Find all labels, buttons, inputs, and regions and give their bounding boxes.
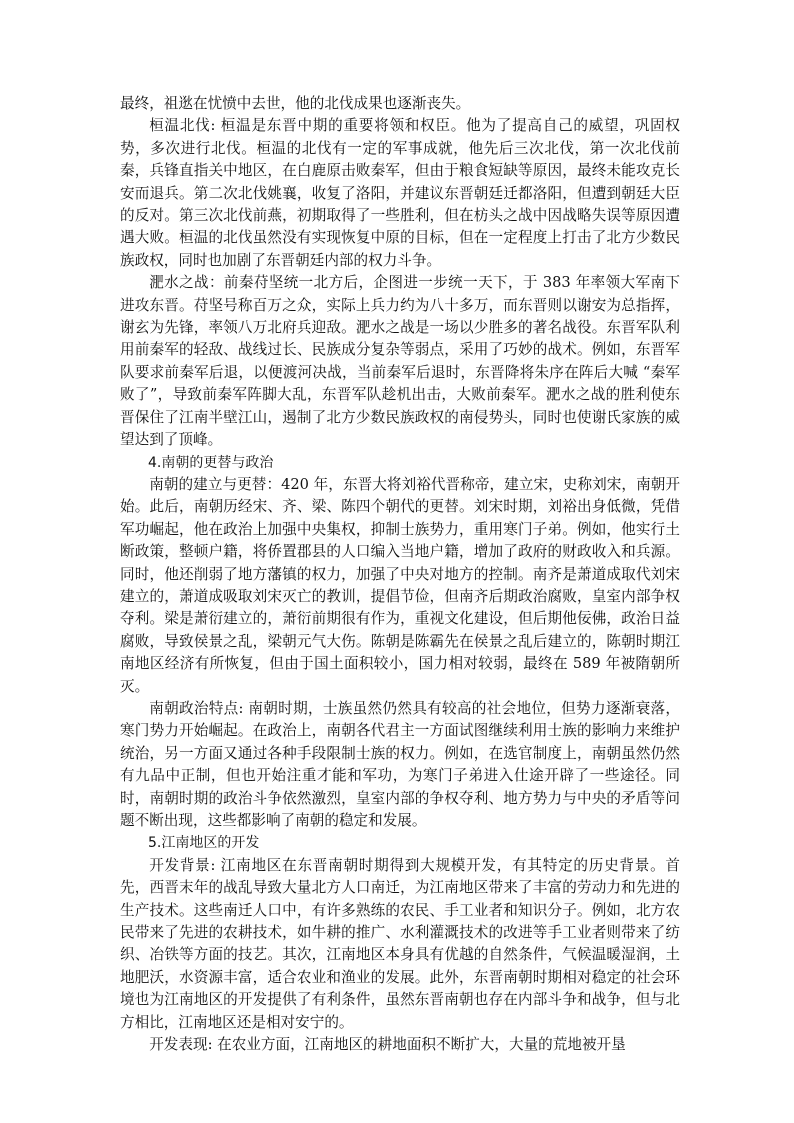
paragraph-southern-dynasties-founding: 南朝的建立与更替：420 年，东晋大将刘裕代晋称帝，建立宋，史称刘宋，南朝开始。此后，南朝历经宋、齐、梁、陈四个朝代的更替。刘宋时期，刘裕出身低微，凭借军功崛起，他在政治上加强中央集权，抑制士族势力，重用寒门子弟。例如，他实行土断政策，整顿户籍，将侨置郡县的人口编入当地户籍，增加了政府的财政收入和兵源。同时，他还削弱了地方藩镇的权力，加强了中央对地方的控制。南齐是萧道成取代刘宋建立的，萧道成吸取刘宋灭亡的教训，提倡节俭，但南齐后期政治腐败，皇室内部争权夺利。梁是萧衍建立的，萧衍前期很有作为，重视文化建设，但后期他佞佛，政治日益腐败，导致侯景之乱，梁朝元气大伤。陈朝是陈霸先在侯景之乱后建立的，陈朝时期江南地区经济有所恢复，但由于国土面积较小，国力相对较弱，最终在 589 年被隋朝所灭。 <box>120 475 680 695</box>
section-heading-southern-dynasties: 4.南朝的更替与政治 <box>148 454 274 471</box>
document-page <box>120 93 680 1056</box>
paragraph-feishui-battle: 淝水之战：前秦苻坚统一北方后，企图进一步统一天下，于 383 年率领大军南下进攻东晋。苻坚号称百万之众，实际上兵力约为八十多万，而东晋则以谢安为总指挥，谢玄为先锋，率领八万北府兵迎敌。淝水之战是一场以少胜多的著名战役。东晋军队利用前秦军的轻敌、战线过长、民族成分复杂等弱点，采用了巧妙的战术。例如，东晋军队要求前秦军后退，以便渡河决战，当前秦军后退时，东晋降将朱序在阵后大喊 “秦军败了”，导致前秦军阵脚大乱，东晋军队趁机出击，大败前秦军。淝水之战的胜利使东晋保住了江南半壁江山，遏制了北方少数民族政权的南侵势头，同时也使谢氏家族的威望达到了顶峰。 <box>120 274 680 449</box>
paragraph-southern-dynasties-politics: 南朝政治特点: 南朝时期，士族虽然仍然具有较高的社会地位，但势力逐渐衰落，寒门势力开始崛起。在政治上，南朝各代君主一方面试图继续利用士族的影响力来维护统治，另一方面又通过各种手段限制士族的权力。例如，在选官制度上，南朝虽然仍然有九品中正制，但也开始注重才能和军功，为寒门子弟进入仕途开辟了一些途径。同时，南朝时期的政治斗争依然激烈，皇室内部的争权夺利、地方势力与中央的矛盾等问题不断出现，这些都影响了南朝的稳定和发展。 <box>120 699 680 829</box>
paragraph-huanwen-northern-expedition: 桓温北伐: 桓温是东晋中期的重要将领和权臣。他为了提高自己的威望，巩固权势，多次进行北伐。桓温的北伐有一定的军事成就，他先后三次北伐，第一次北伐前秦，兵锋直指关中地区，在白鹿原击败秦军，但由于粮食短缺等原因，最终未能攻克长安而退兵。第二次北伐姚襄，收复了洛阳，并建议东晋朝廷迁都洛阳，但遭到朝廷大臣的反对。第三次北伐前燕，初期取得了一些胜利，但在枋头之战中因战略失误等原因遭遇大败。桓温的北伐虽然没有实现恢复中原的目标，但在一定程度上打击了北方少数民族政权，同时也加剧了东晋朝廷内部的权力斗争。 <box>120 117 680 269</box>
paragraph-development-background: 开发背景: 江南地区在东晋南朝时期得到大规模开发，有其特定的历史背景。首先，西晋末年的战乱导致大量北方人口南迁，为江南地区带来了丰富的劳动力和先进的生产技术。这些南迁人口中，有许多熟练的农民、手工业者和知识分子。例如，北方农民带来了先进的农耕技术，如牛耕的推广、水利灌溉技术的改进等手工业者则带来了纺织、冶铁等方面的技艺。其次，江南地区本身具有优越的自然条件，气候温暖湿润，土地肥沃，水资源丰富，适合农业和渔业的发展。此外，东晋南朝时期相对稳定的社会环境也为江南地区的开发提供了有利条件，虽然东晋南朝也存在内部斗争和战争，但与北方相比，江南地区还是相对安宁的。 <box>120 856 680 1031</box>
paragraph-zuti-ending: 最终，祖逖在忧愤中去世，他的北伐成果也逐渐丧失。 <box>120 95 471 112</box>
section-heading-jiangnan-development: 5.江南地区的开发 <box>148 835 260 852</box>
paragraph-development-performance: 开发表现: 在农业方面，江南地区的耕地面积不断扩大，大量的荒地被开垦 <box>149 1036 626 1054</box>
